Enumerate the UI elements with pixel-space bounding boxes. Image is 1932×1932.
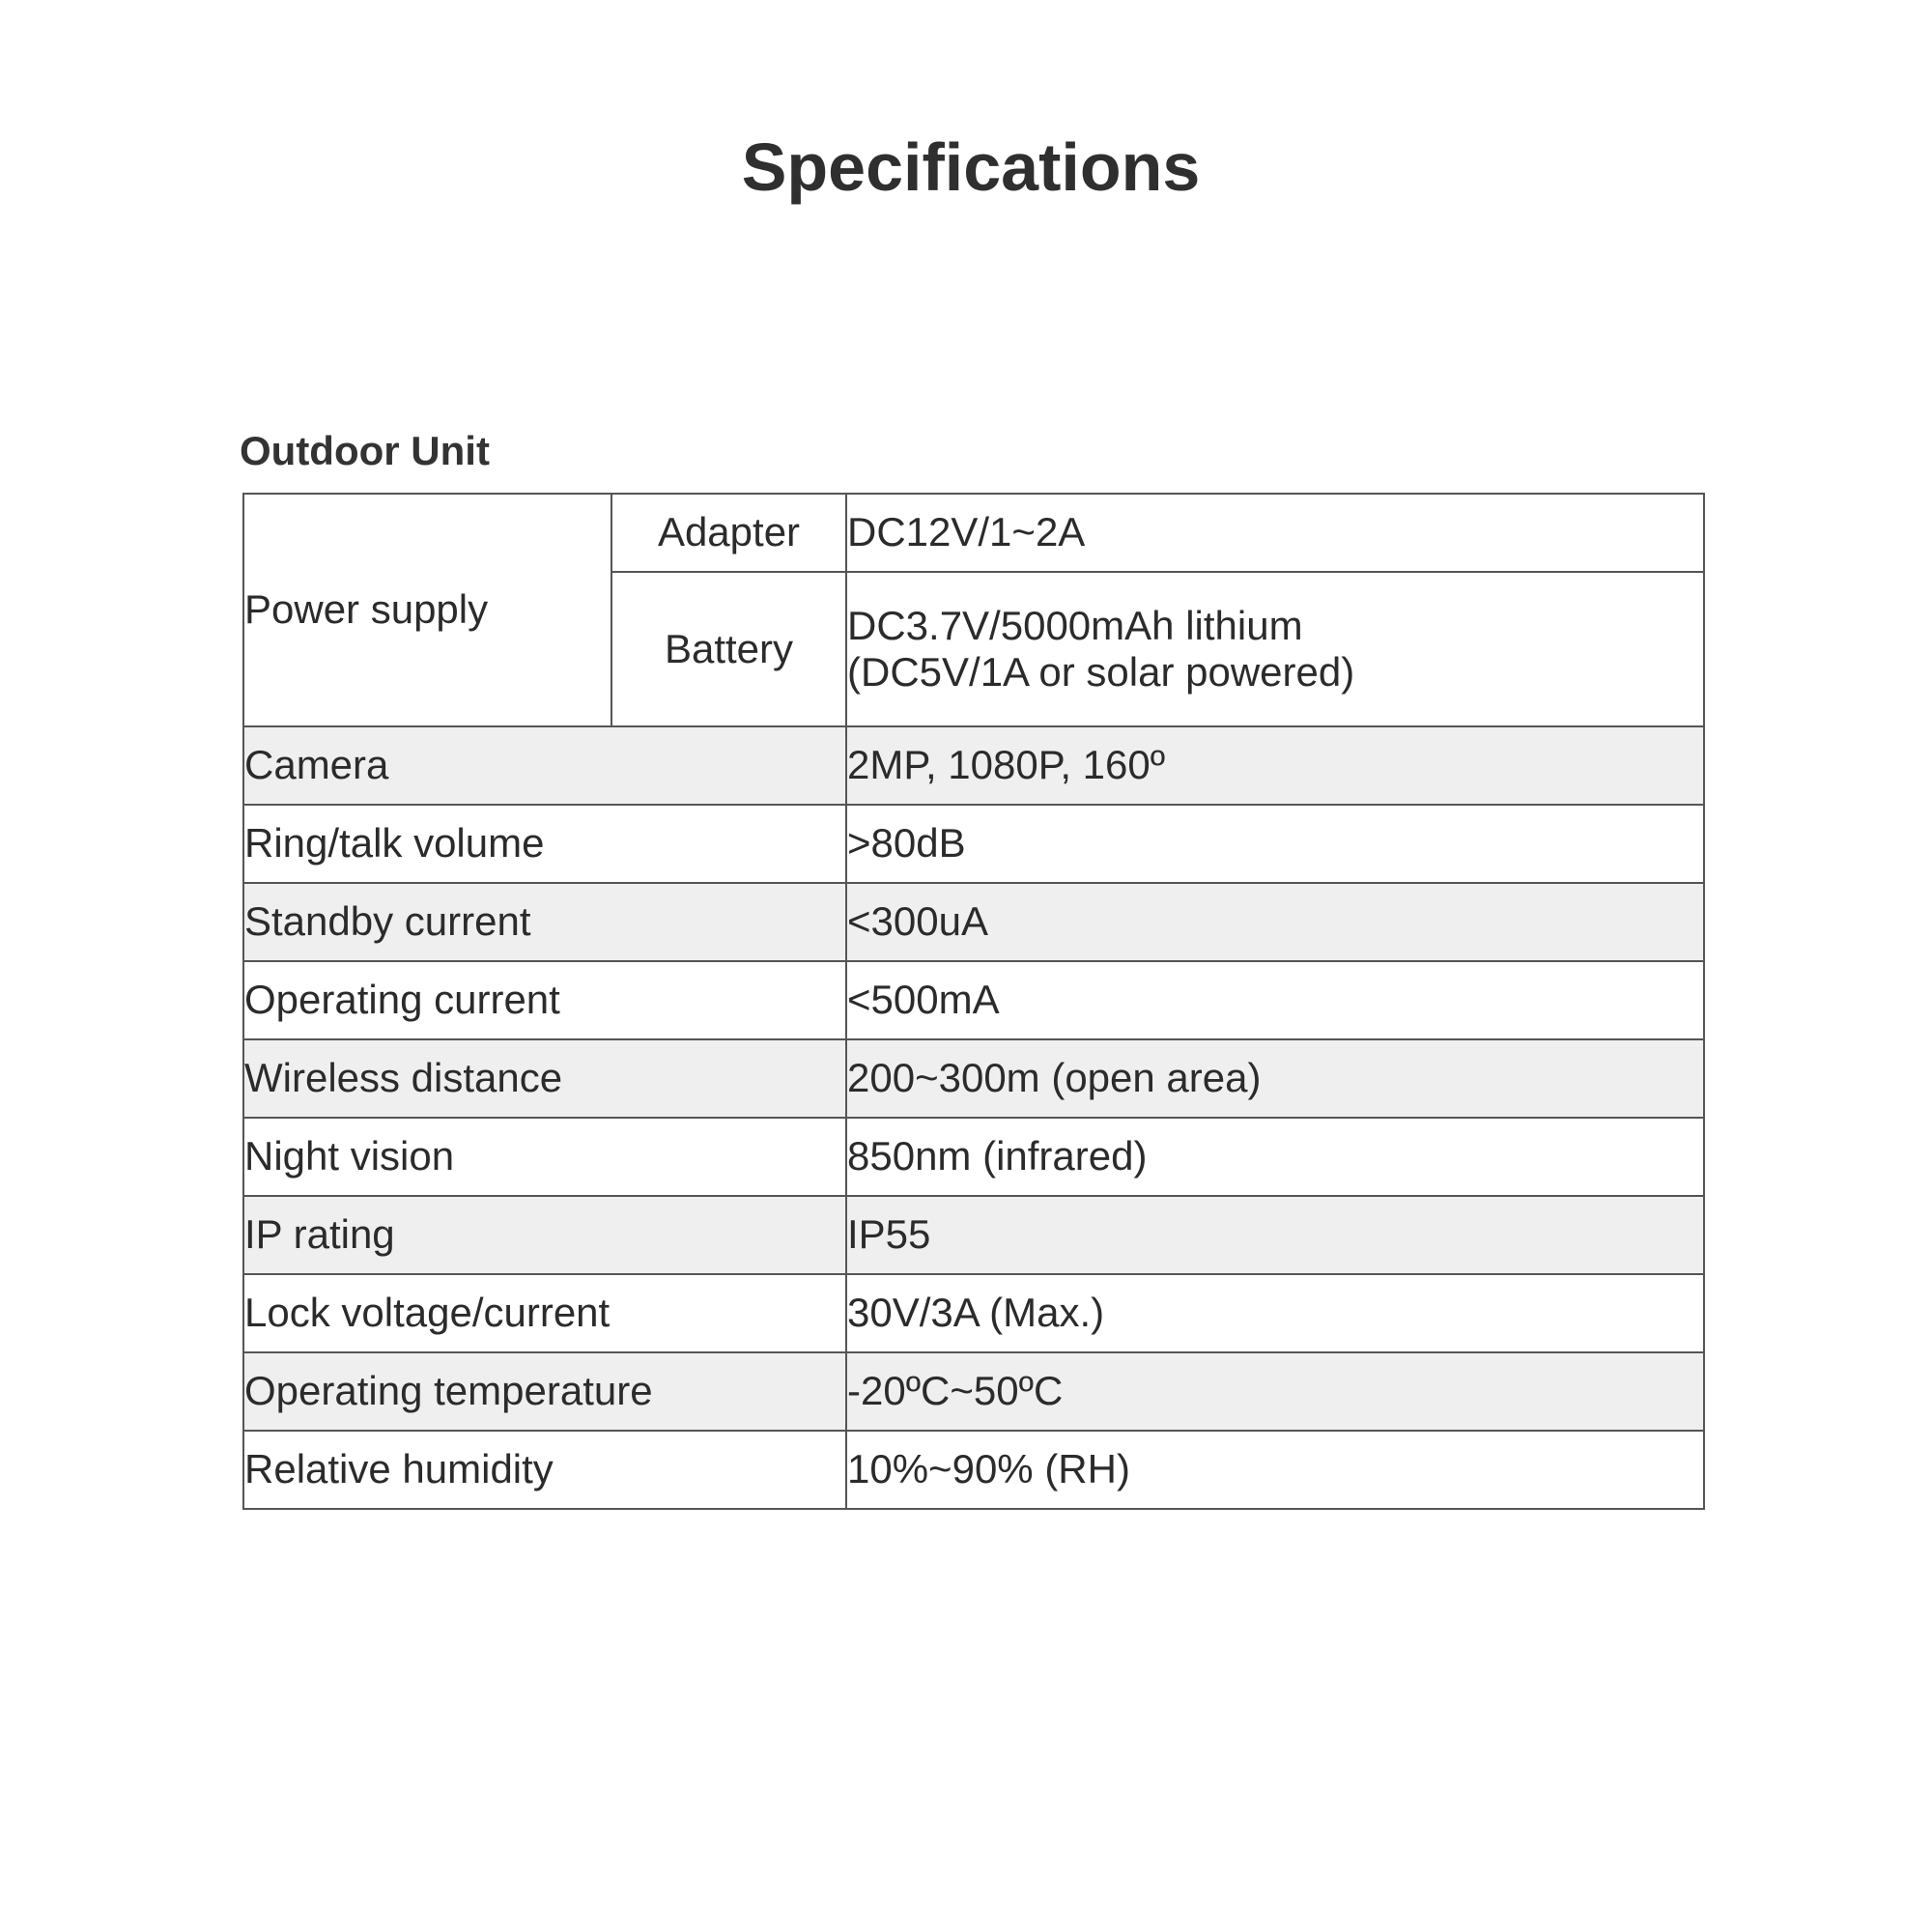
- table-row: [243, 1352, 1704, 1431]
- spec-label: Operating temperature: [243, 1352, 846, 1431]
- power-supply-label: Power supply: [243, 494, 611, 726]
- spec-label: Night vision: [243, 1118, 846, 1196]
- spec-value: 200~300m (open area): [846, 1039, 1704, 1118]
- spec-label: Relative humidity: [243, 1431, 846, 1509]
- battery-value-line: DC3.7V/5000mAh lithium: [847, 602, 1303, 648]
- spec-value: <500mA: [846, 961, 1704, 1039]
- battery-value-line: (DC5V/1A or solar powered): [847, 649, 1355, 695]
- table-row: [243, 1118, 1704, 1196]
- spec-table: [242, 493, 1705, 1510]
- table-row: [243, 494, 1704, 572]
- table-row: [243, 1431, 1704, 1509]
- table-row: [243, 726, 1704, 805]
- spec-value: <300uA: [846, 883, 1704, 961]
- section-title: Outdoor Unit: [240, 428, 490, 473]
- battery-value: [846, 572, 1704, 726]
- spec-label: Camera: [243, 726, 846, 805]
- spec-value: >80dB: [846, 805, 1704, 883]
- spec-label: Standby current: [243, 883, 846, 961]
- adapter-label: Adapter: [611, 494, 846, 572]
- spec-label: Ring/talk volume: [243, 805, 846, 883]
- spec-label: Operating current: [243, 961, 846, 1039]
- page-title: Specifications: [741, 129, 1201, 205]
- table-row: [243, 961, 1704, 1039]
- table-row: [243, 1196, 1704, 1274]
- spec-label: Wireless distance: [243, 1039, 846, 1118]
- table-row: [243, 1039, 1704, 1118]
- spec-label: IP rating: [243, 1196, 846, 1274]
- table-row: [243, 883, 1704, 961]
- spec-value: -20ºC~50ºC: [846, 1352, 1704, 1431]
- spec-value: 10%~90% (RH): [846, 1431, 1704, 1509]
- spec-value: 850nm (infrared): [846, 1118, 1704, 1196]
- spec-value: 2MP, 1080P, 160º: [846, 726, 1704, 805]
- spec-value: IP55: [846, 1196, 1704, 1274]
- spec-value: 30V/3A (Max.): [846, 1274, 1704, 1352]
- table-row: [243, 805, 1704, 883]
- adapter-value: DC12V/1~2A: [846, 494, 1704, 572]
- battery-label: Battery: [611, 572, 846, 726]
- spec-label: Lock voltage/current: [243, 1274, 846, 1352]
- table-row: [243, 1274, 1704, 1352]
